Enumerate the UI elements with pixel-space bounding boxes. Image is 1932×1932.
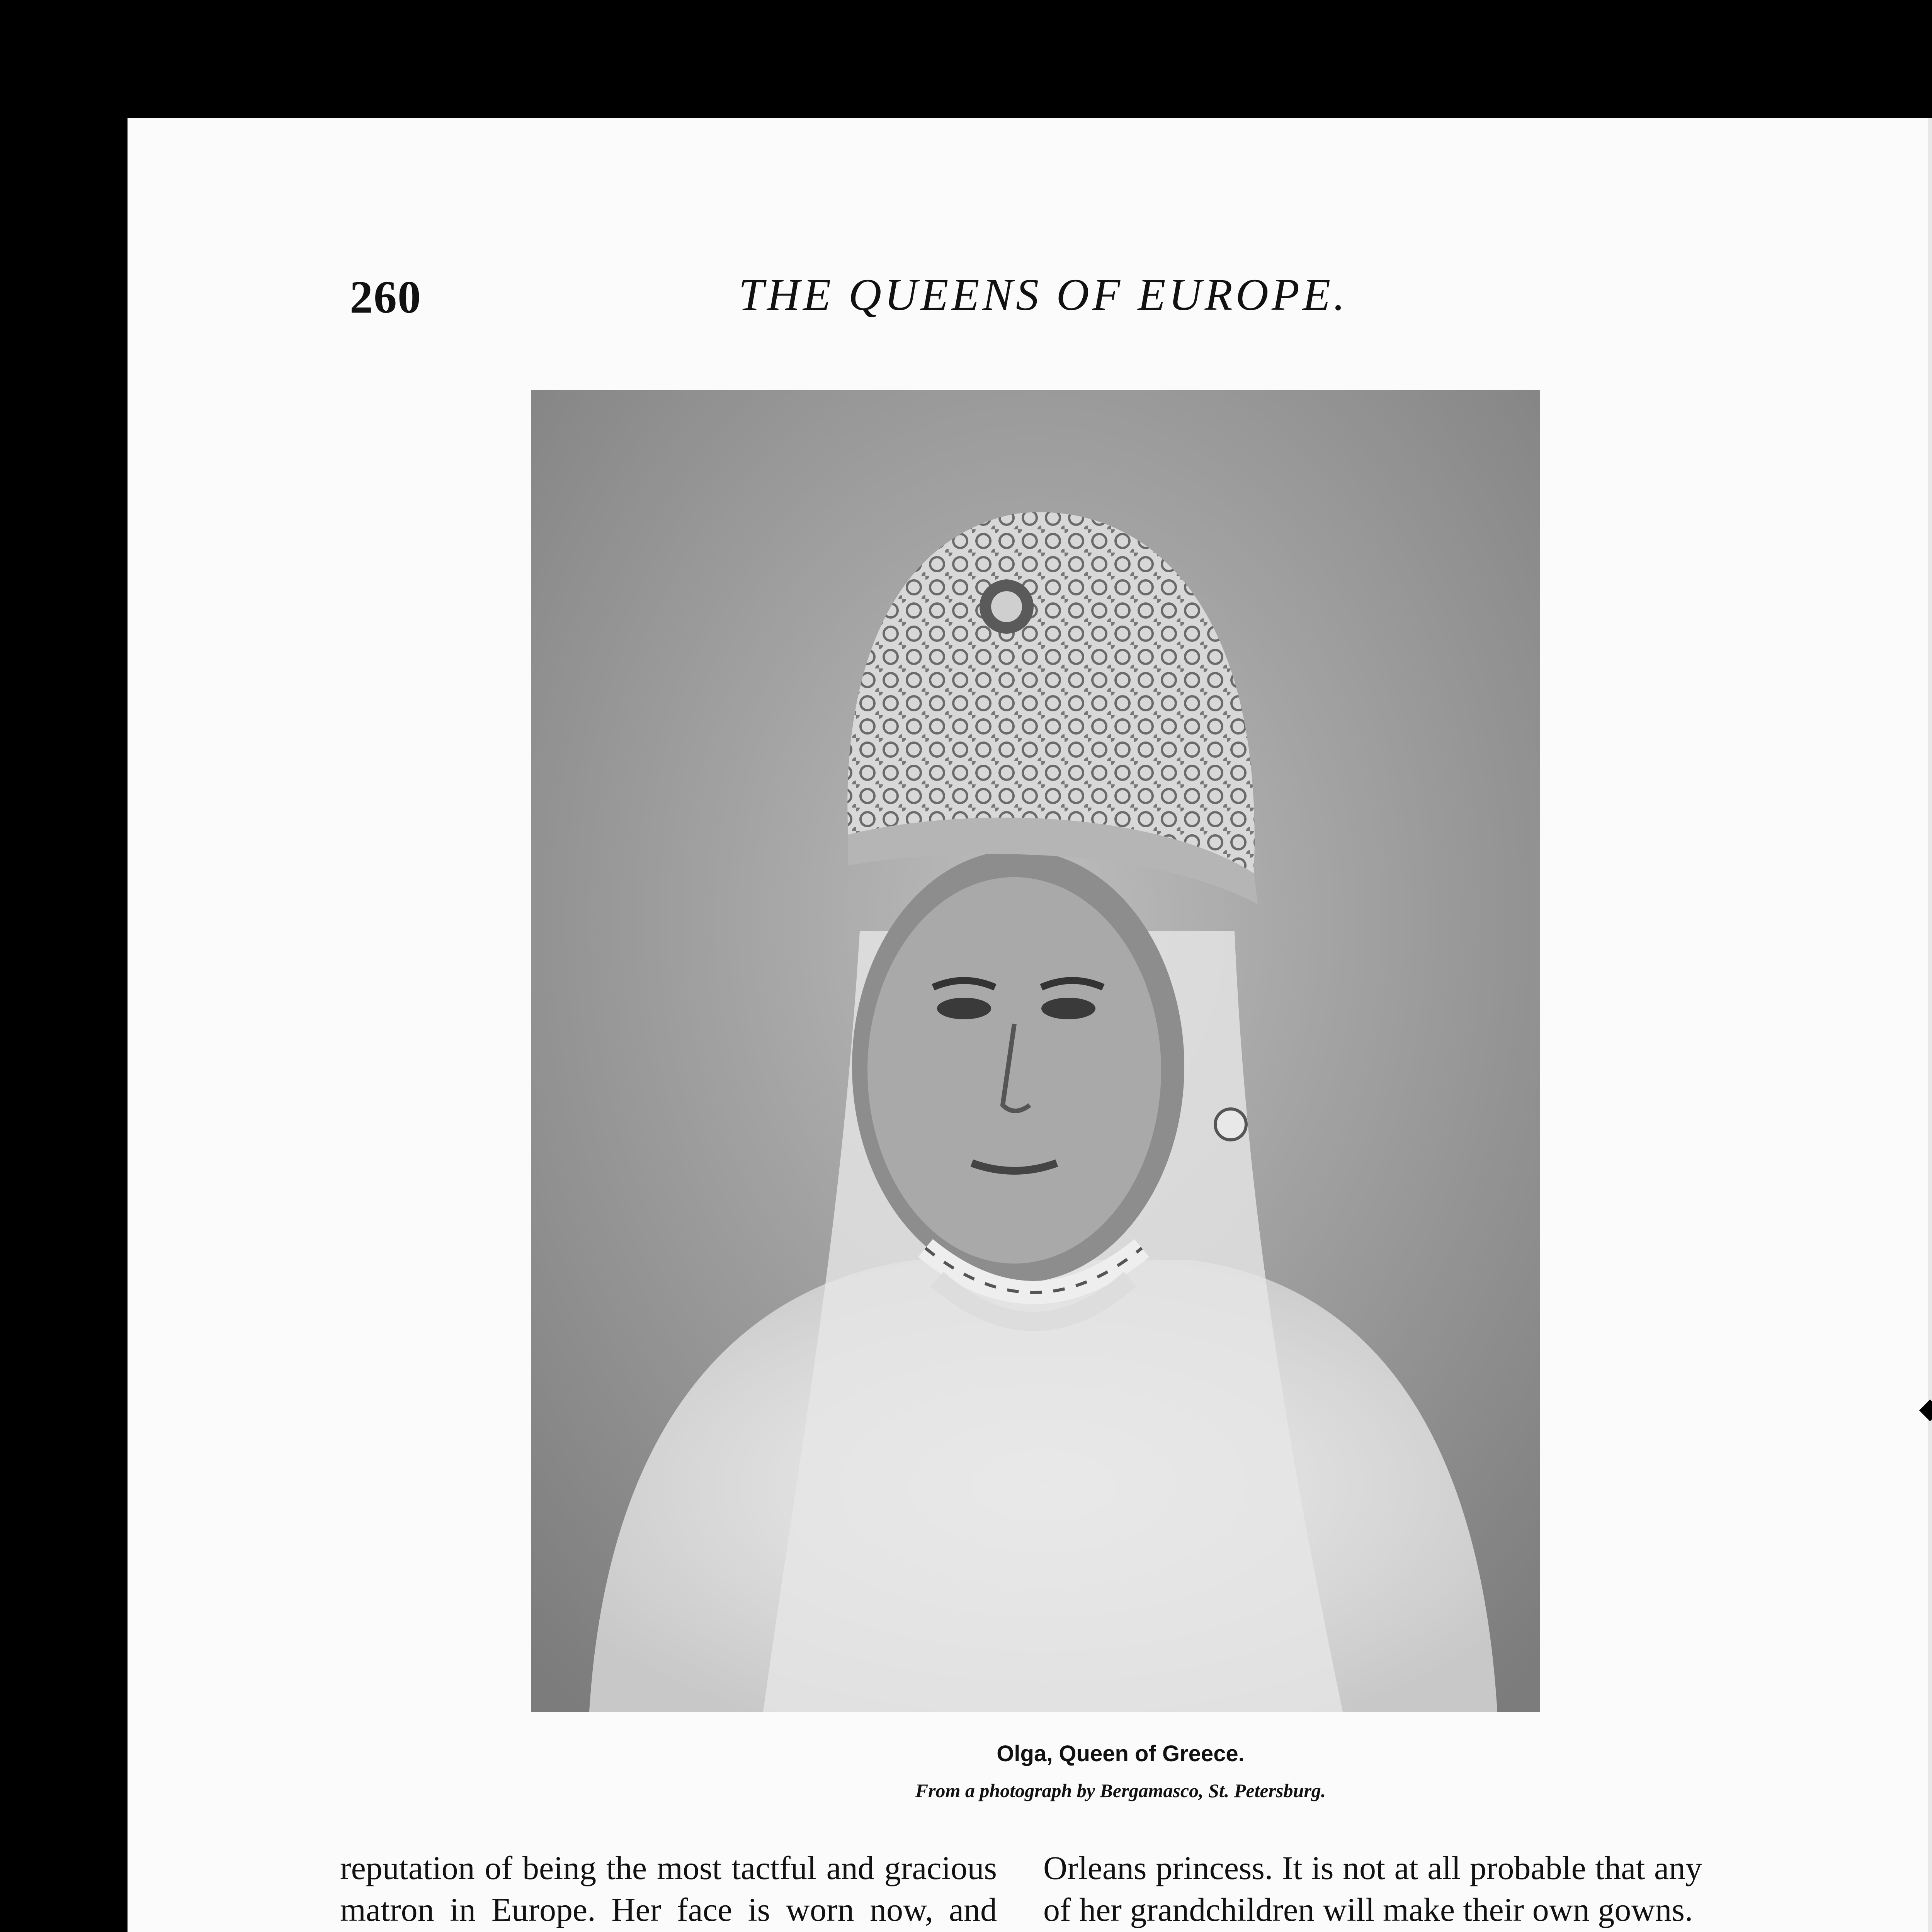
left-text-column	[340, 1847, 997, 1932]
paragraph: Orleans princess. It is not at all probable that any of her grandchildren will make their own gowns.	[1043, 1849, 1702, 1928]
figure-caption-credit: From a photograph by Bergamasco, St. Petersburg.	[915, 1780, 1326, 1801]
portrait-photograph	[531, 390, 1540, 1712]
portrait-illustration	[531, 390, 1540, 1712]
running-title: THE QUEENS OF EUROPE.	[738, 269, 1348, 320]
paragraph	[1043, 1930, 1702, 1932]
page-number: 260	[350, 271, 422, 323]
right-text-column	[1043, 1847, 1702, 1932]
figure-caption-title: Olga, Queen of Greece.	[997, 1741, 1245, 1766]
paragraph: reputation of being the most tactful and gracious matron in Europe. Her face is worn now, and	[340, 1849, 997, 1928]
page-gutter	[1928, 118, 1932, 1932]
